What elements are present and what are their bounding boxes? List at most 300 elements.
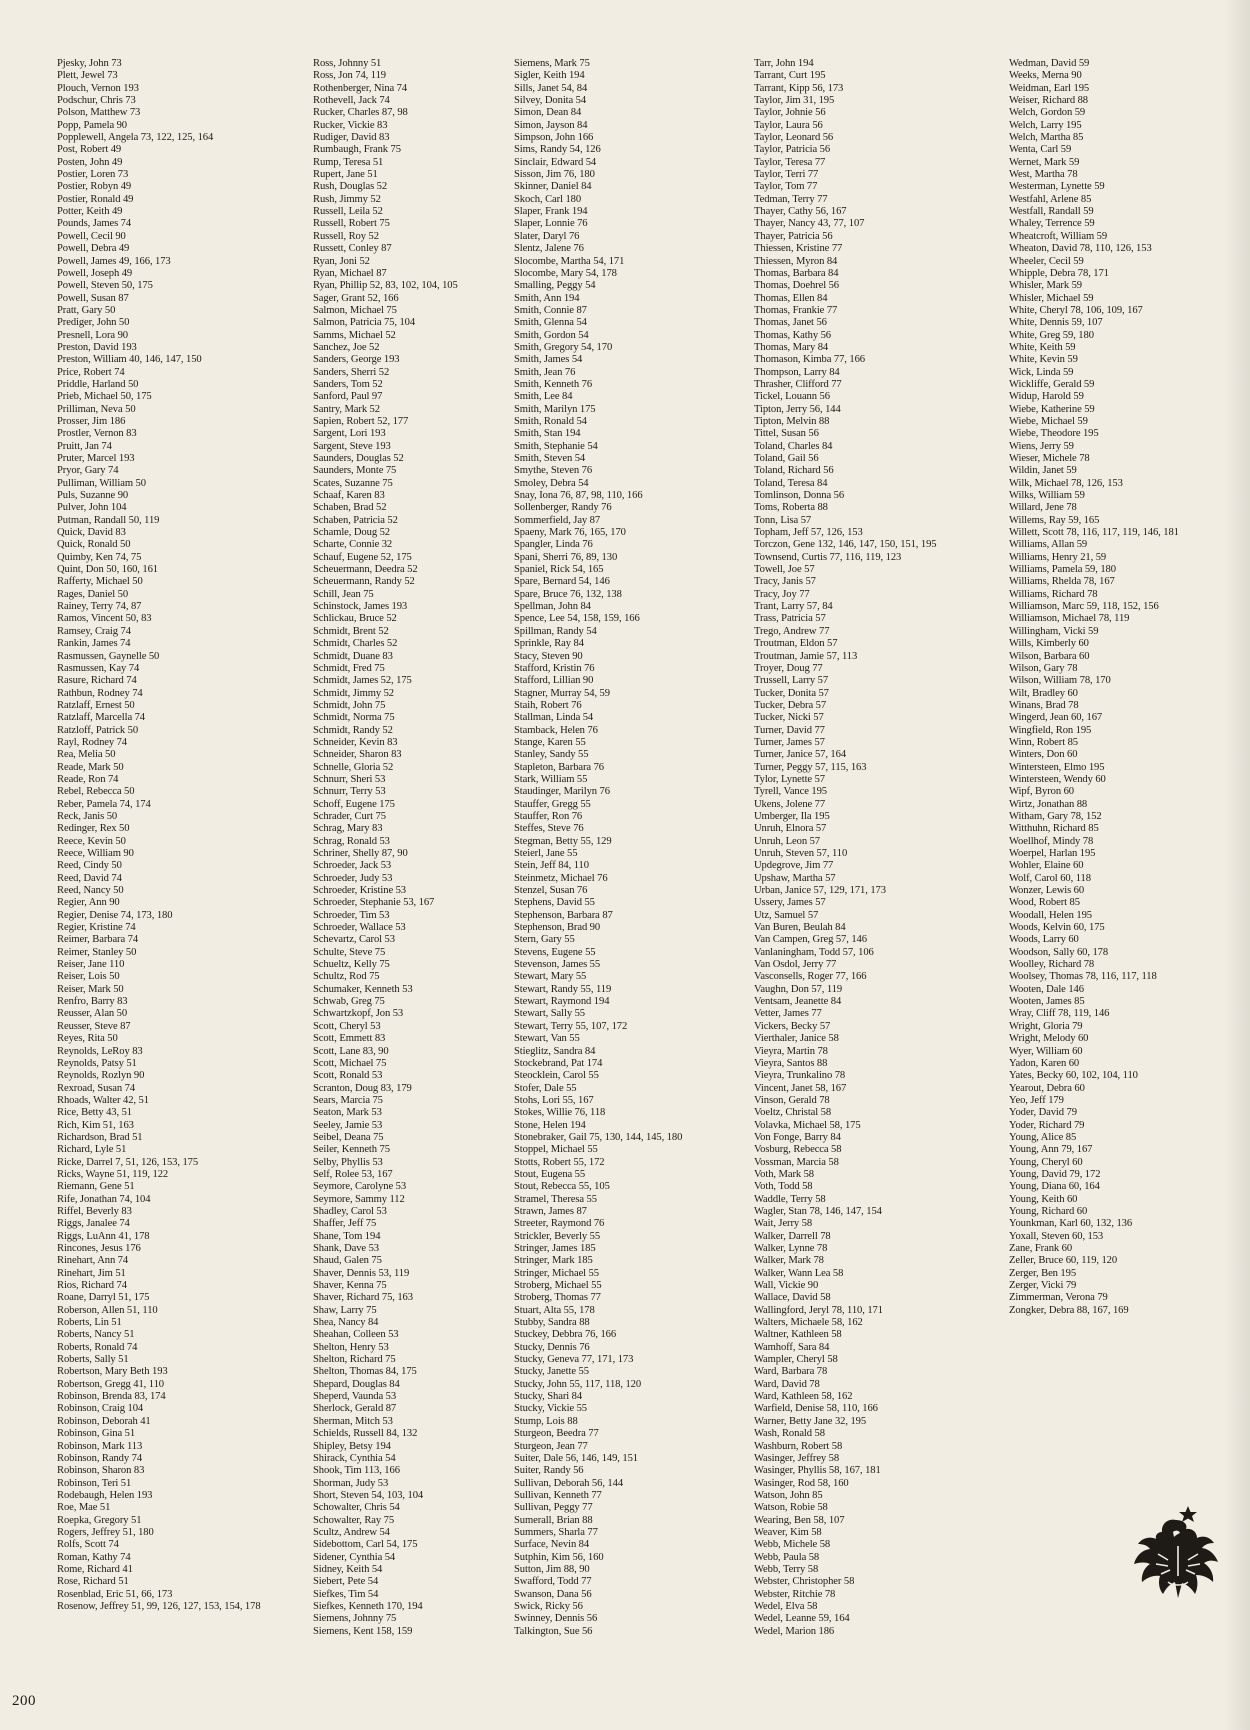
index-entry: Quick, David 83 [57, 527, 126, 539]
index-entry: Schwartzkopf, Jon 53 [313, 1008, 404, 1020]
index-entry: Preston, David 193 [57, 341, 137, 353]
index-entry: Steffes, Steve 76 [514, 823, 584, 835]
index-entry: Young, Diana 60, 164 [1009, 1181, 1100, 1193]
index-entry: Taylor, Laura 56 [754, 119, 823, 131]
index-entry: Schnelle, Gloria 52 [313, 761, 394, 773]
index-entry: Tyrell, Vance 195 [754, 786, 827, 798]
index-entry: Reynolds, LeRoy 83 [57, 1045, 143, 1057]
index-entry: Tomlinson, Donna 56 [754, 490, 845, 502]
index-entry: Spangler, Linda 76 [514, 539, 593, 551]
index-entry: Streeter, Raymond 76 [514, 1218, 605, 1230]
index-entry: Smith, Marilyn 175 [514, 403, 596, 415]
index-entry: Shaver, Richard 75, 163 [313, 1292, 413, 1304]
index-entry: Stroberg, Michael 55 [514, 1280, 602, 1292]
index-entry: Siemens, Kent 158, 159 [313, 1625, 413, 1637]
index-entry: Vieyra, Santos 88 [754, 1057, 828, 1069]
index-entry: Schoff, Eugene 175 [313, 798, 395, 810]
index-entry: Reiser, Mark 50 [57, 983, 124, 995]
index-entry: Strawn, James 87 [514, 1205, 587, 1217]
index-entry: Vosburg, Rebecca 58 [754, 1144, 842, 1156]
index-entry: Shepard, Douglas 84 [313, 1378, 400, 1390]
index-entry: Quint, Don 50, 160, 161 [57, 564, 158, 576]
index-entry: Spare, Bernard 54, 146 [514, 576, 610, 588]
index-entry: Ward, Kathleen 58, 162 [754, 1391, 853, 1403]
index-entry: Scheuermann, Deedra 52 [313, 564, 418, 576]
index-entry: Simon, Jayson 84 [514, 119, 588, 131]
index-entry: Wiebe, Michael 59 [1009, 415, 1088, 427]
eagle-icon [1128, 1502, 1220, 1602]
index-entry: Sisson, Jim 76, 180 [514, 169, 595, 181]
index-entry: Wenta, Carl 59 [1009, 144, 1072, 156]
index-entry: Schmidt, Jimmy 52 [313, 687, 394, 699]
index-entry: Winters, Don 60 [1009, 749, 1078, 761]
index-entry: Tucker, Debra 57 [754, 699, 827, 711]
index-entry: Prediger, John 50 [57, 317, 130, 329]
index-entry: Roberson, Allen 51, 110 [57, 1304, 158, 1316]
index-entry: Pulver, John 104 [57, 502, 127, 514]
index-entry: Unruh, Leon 57 [754, 835, 820, 847]
index-entry: Tedman, Terry 77 [754, 193, 828, 205]
index-entry: Woodson, Sally 60, 178 [1009, 946, 1109, 958]
index-entry: Smith, Ronald 54 [514, 415, 587, 427]
index-entry: Wedel, Leanne 59, 164 [754, 1613, 850, 1625]
index-entry: Polson, Matthew 73 [57, 107, 141, 119]
index-entry: Walker, Mark 78 [754, 1255, 824, 1267]
index-entry: Vieyra, Trunkalino 78 [754, 1070, 846, 1082]
index-entry: Wills, Kimberly 60 [1009, 638, 1089, 650]
index-entry: Woellhof, Mindy 78 [1009, 835, 1094, 847]
index-entry: Russett, Conley 87 [313, 243, 392, 255]
index-entry: Schroeder, Stephanie 53, 167 [313, 897, 435, 909]
index-entry: Toland, Teresa 84 [754, 477, 828, 489]
index-entry: Wheaton, David 78, 110, 126, 153 [1009, 243, 1152, 255]
index-entry: Smalling, Peggy 54 [514, 280, 596, 292]
index-entry: Stafford, Lillian 90 [514, 675, 594, 687]
index-entry: Weidman, Earl 195 [1009, 82, 1090, 94]
index-entry: Russell, Roy 52 [313, 230, 379, 242]
index-entry: Taylor, Leonard 56 [754, 132, 834, 144]
index-entry: Stringer, James 185 [514, 1243, 596, 1254]
index-entry: Roberts, Lin 51 [57, 1317, 122, 1329]
index-entry: Strickler, Beverly 55 [514, 1230, 601, 1242]
page-spine-shadow [1224, 0, 1250, 1730]
index-entry: Taylor, Patricia 56 [754, 144, 831, 156]
index-entry: Shea, Nancy 84 [313, 1317, 379, 1329]
index-entry: Wright, Melody 60 [1009, 1033, 1089, 1045]
index-entry: Weaver, Kim 58 [754, 1526, 822, 1538]
index-entry: Smythe, Steven 76 [514, 465, 593, 477]
index-entry: Sills, Janet 54, 84 [514, 82, 588, 94]
index-entry: Westfahl, Arlene 85 [1009, 193, 1092, 205]
index-entry: Salmon, Michael 75 [313, 304, 397, 316]
index-entry: Spare, Bruce 76, 132, 138 [514, 588, 622, 600]
index-entry: Sprinkle, Ray 84 [514, 638, 584, 650]
index-entry: Toland, Gail 56 [754, 453, 819, 464]
index-entry: Schmidt, John 75 [313, 699, 386, 711]
index-entry: Yearout, Debra 60 [1009, 1082, 1085, 1094]
index-entry: Ward, Barbara 78 [754, 1366, 828, 1378]
index-entry: Willingham, Vicki 59 [1009, 625, 1099, 637]
index-entry: Scott, Michael 75 [313, 1057, 387, 1069]
index-entry: Vinson, Gerald 78 [754, 1094, 830, 1106]
index-entry: Stange, Karen 55 [514, 736, 586, 748]
index-entry: Sherlock, Gerald 87 [313, 1403, 397, 1415]
index-entry: Robinson, Mark 113 [57, 1440, 143, 1452]
index-entry: Sheahan, Colleen 53 [313, 1329, 399, 1341]
index-entry: Westerman, Lynette 59 [1009, 181, 1105, 193]
index-entry: Webster, Christopher 58 [754, 1576, 855, 1588]
index-entry: Woodall, Helen 195 [1009, 909, 1092, 921]
index-entry: Schaben, Brad 52 [313, 502, 387, 514]
index-entry: Rice, Betty 43, 51 [57, 1107, 132, 1119]
index-entry: Woods, Larry 60 [1009, 934, 1079, 946]
index-entry: Stucky, John 55, 117, 118, 120 [514, 1378, 642, 1390]
index-entry: Warner, Betty Jane 32, 195 [754, 1415, 867, 1427]
index-entry: Postier, Robyn 49 [57, 181, 132, 193]
index-entry: Saunders, Monte 75 [313, 465, 397, 477]
index-entry: Tarrant, Kipp 56, 173 [754, 82, 844, 94]
index-entry: Shelton, Thomas 84, 175 [313, 1366, 417, 1378]
index-entry: Shane, Tom 194 [313, 1230, 381, 1242]
index-entry: Slater, Daryl 76 [514, 230, 580, 242]
index-entry: Schueltz, Kelly 75 [313, 959, 390, 971]
index-entry: Yoxall, Steven 60, 153 [1009, 1230, 1104, 1242]
index-entry: Woods, Kelvin 60, 175 [1009, 922, 1105, 934]
index-entry: Turner, Janice 57, 164 [754, 749, 847, 761]
index-entry: Sanford, Paul 97 [313, 391, 383, 403]
index-entry: Young, Keith 60 [1009, 1193, 1078, 1205]
index-entry: Westfall, Randall 59 [1009, 206, 1094, 218]
index-entry: Regier, Ann 90 [57, 897, 120, 909]
index-entry: Stamback, Helen 76 [514, 724, 598, 736]
index-entry: Wray, Cliff 78, 119, 146 [1009, 1008, 1110, 1020]
index-entry: Swinney, Dennis 56 [514, 1613, 598, 1625]
index-entry: Redinger, Rex 50 [57, 823, 130, 835]
index-entry: Thomas, Mary 84 [754, 341, 829, 353]
index-entry: Troutman, Jamie 57, 113 [754, 650, 858, 662]
index-entry: White, Kevin 59 [1009, 354, 1078, 366]
index-entry: Pruter, Marcel 193 [57, 453, 135, 464]
index-entry: Whipple, Debra 78, 171 [1009, 267, 1109, 279]
index-entry: Turner, David 77 [754, 724, 825, 736]
index-entry: Seiler, Kenneth 75 [313, 1144, 390, 1156]
index-entry: Webb, Terry 58 [754, 1563, 819, 1575]
index-entry: Stauffer, Ron 76 [514, 810, 583, 822]
index-entry: Spence, Lee 54, 158, 159, 166 [514, 613, 640, 625]
index-entry: Schevartz, Carol 53 [313, 934, 395, 946]
index-entry: Thomas, Frankie 77 [754, 304, 838, 316]
index-entry: Yoder, Richard 79 [1009, 1119, 1085, 1131]
index-entry: Sargent, Lori 193 [313, 428, 386, 440]
index-entry: Rasmussen, Kay 74 [57, 662, 140, 674]
index-entry: Schowalter, Ray 75 [313, 1514, 395, 1526]
index-entry: Prieb, Michael 50, 175 [57, 391, 152, 403]
index-entry: Wasinger, Phyllis 58, 167, 181 [754, 1465, 881, 1477]
index-entry: Stapleton, Barbara 76 [514, 761, 604, 773]
index-entry: Walker, Lynne 78 [754, 1243, 828, 1254]
index-entry: Schneider, Sharon 83 [313, 749, 402, 761]
index-entry: Winn, Robert 85 [1009, 736, 1078, 748]
index-entry: Tarrant, Curt 195 [754, 70, 826, 82]
index-entry: Trussell, Larry 57 [754, 675, 829, 687]
index-entry: Wingfield, Ron 195 [1009, 724, 1092, 736]
index-entry: Rinehart, Jim 51 [57, 1267, 126, 1279]
index-entry: Sears, Marcia 75 [313, 1094, 383, 1106]
index-entry: Tarr, John 194 [754, 58, 814, 69]
index-entry: Popplewell, Angela 73, 122, 125, 164 [57, 132, 214, 144]
index-entry: Turner, Peggy 57, 115, 163 [754, 761, 867, 773]
index-entry: Wiebe, Theodore 195 [1009, 428, 1099, 440]
index-entry: Richard, Lyle 51 [57, 1144, 127, 1156]
index-entry: White, Greg 59, 180 [1009, 329, 1094, 341]
index-entry: Reed, Nancy 50 [57, 885, 124, 897]
index-entry: Rush, Douglas 52 [313, 181, 388, 193]
index-entry: Zane, Frank 60 [1009, 1243, 1073, 1254]
index-entry: Schultz, Rod 75 [313, 971, 380, 983]
index-entry: Rich, Kim 51, 163 [57, 1119, 134, 1131]
index-entry: Stotts, Robert 55, 172 [514, 1156, 605, 1168]
index-entry: Rebel, Rebecca 50 [57, 786, 135, 798]
index-entry: Saunders, Douglas 52 [313, 453, 404, 464]
index-entry: Sutphin, Kim 56, 160 [514, 1551, 604, 1563]
index-entry: Whaley, Terrence 59 [1009, 218, 1095, 230]
index-entry: Voth, Mark 58 [754, 1168, 815, 1180]
index-entry: Robertson, Mary Beth 193 [57, 1366, 168, 1378]
index-entry: Vasconsells, Roger 77, 166 [754, 971, 867, 983]
index-entry: Schlickau, Bruce 52 [313, 613, 397, 625]
index-entry: Robinson, Teri 51 [57, 1477, 132, 1489]
index-entry: Stewart, Mary 55 [514, 971, 587, 983]
index-entry: Zerger, Vicki 79 [1009, 1280, 1077, 1292]
index-entry: Stucky, Dennis 76 [514, 1341, 590, 1353]
index-entry: Thomas, Janet 56 [754, 317, 827, 329]
index-entry: Winans, Brad 78 [1009, 699, 1079, 711]
index-entry: Thomason, Kimba 77, 166 [754, 354, 865, 366]
index-entry: Smith, Steven 54 [514, 453, 586, 464]
index-entry: Webb, Paula 58 [754, 1551, 820, 1563]
index-entry: Slaper, Frank 194 [514, 206, 588, 218]
index-entry: Wamhoff, Sara 84 [754, 1341, 830, 1353]
index-entry: Widup, Harold 59 [1009, 391, 1084, 403]
index-entry: Wolf, Carol 60, 118 [1009, 872, 1091, 884]
index-entry: Rosenblad, Eric 51, 66, 173 [57, 1588, 173, 1600]
index-entry: Rages, Daniel 50 [57, 588, 129, 600]
index-entry: Scates, Suzanne 75 [313, 477, 393, 489]
index-entry: Priddle, Harland 50 [57, 378, 139, 390]
index-entry: Ryan, Joni 52 [313, 255, 370, 267]
index-entry: Wedel, Elva 58 [754, 1600, 818, 1612]
index-entry: Wohler, Elaine 60 [1009, 860, 1084, 872]
index-entry: Wallace, David 58 [754, 1292, 831, 1304]
index-entry: Schaaf, Karen 83 [313, 490, 385, 502]
index-entry: Vanlaningham, Todd 57, 106 [754, 946, 874, 958]
index-entry: Topham, Jeff 57, 126, 153 [754, 527, 863, 539]
index-entry: Sherman, Mitch 53 [313, 1415, 393, 1427]
index-entry: Reusser, Alan 50 [57, 1008, 128, 1020]
index-entry: Upshaw, Martha 57 [754, 872, 836, 884]
index-entry: Schroeder, Kristine 53 [313, 885, 406, 897]
index-entry: Webb, Michele 58 [754, 1539, 831, 1551]
index-entry: Wampler, Cheryl 58 [754, 1354, 838, 1366]
index-entry: Pratt, Gary 50 [57, 304, 116, 316]
index-entry: Slentz, Jalene 76 [514, 243, 584, 255]
index-entry: Stein, Jeff 84, 110 [514, 860, 589, 872]
index-entry: Welch, Martha 85 [1009, 132, 1084, 144]
index-entry: Roberts, Ronald 74 [57, 1341, 138, 1353]
index-entry: Sumerall, Brian 88 [514, 1514, 593, 1526]
index-entry: Ross, Johnny 51 [313, 58, 382, 69]
index-entry: Ryan, Michael 87 [313, 267, 387, 279]
index-entry: Stuckey, Debbra 76, 166 [514, 1329, 617, 1341]
index-entry: Updegrove, Jim 77 [754, 860, 834, 872]
index-entry: Shaw, Larry 75 [313, 1304, 377, 1316]
index-entry: Scott, Emmett 83 [313, 1033, 386, 1045]
index-entry: Reimer, Barbara 74 [57, 934, 139, 946]
index-entry: Stokes, Willie 76, 118 [514, 1107, 606, 1119]
index-entry: Scharte, Connie 32 [313, 539, 393, 551]
index-entry: Wooten, James 85 [1009, 996, 1085, 1008]
index-entry: Williams, Richard 78 [1009, 588, 1098, 600]
index-entry: Prostler, Vernon 83 [57, 428, 137, 440]
index-column-2 [313, 58, 528, 1638]
index-entry: Roepka, Gregory 51 [57, 1514, 142, 1526]
index-entry: Stuart, Alta 55, 178 [514, 1304, 595, 1316]
index-entry: Troyer, Doug 77 [754, 662, 823, 674]
index-entry: Sheperd, Vaunda 53 [313, 1391, 397, 1403]
index-entry: Tonn, Lisa 57 [754, 514, 812, 526]
index-entry: Swick, Ricky 56 [514, 1600, 583, 1612]
index-entry: Powell, Cecil 90 [57, 230, 126, 242]
index-entry: Schnurr, Sheri 53 [313, 773, 386, 785]
index-entry: Rodebaugh, Helen 193 [57, 1489, 153, 1501]
index-entry: Warfield, Denise 58, 110, 166 [754, 1403, 878, 1415]
index-entry: Wait, Jerry 58 [754, 1218, 813, 1230]
index-entry: Slaper, Lonnie 76 [514, 218, 588, 230]
index-entry: Wedel, Marion 186 [754, 1625, 835, 1637]
index-entry: Voeltz, Christal 58 [754, 1107, 832, 1119]
index-entry: Sommerfield, Jay 87 [514, 514, 601, 526]
index-entry: Van Buren, Beulah 84 [754, 922, 846, 934]
index-entry: Schroeder, Jack 53 [313, 860, 392, 872]
index-entry: Stewart, Raymond 194 [514, 996, 610, 1008]
index-entry: Wonzer, Lewis 60 [1009, 885, 1085, 897]
index-entry: Wernet, Mark 59 [1009, 156, 1080, 168]
index-entry: Vetter, James 77 [754, 1008, 822, 1020]
index-entry: Wick, Linda 59 [1009, 366, 1074, 378]
index-entry: Robinson, Randy 74 [57, 1452, 143, 1464]
index-entry: Wildin, Janet 59 [1009, 465, 1077, 477]
index-entry: Thompson, Larry 84 [754, 366, 840, 378]
index-entry: Stewart, Sally 55 [514, 1008, 585, 1020]
index-entry: Thomas, Doehrel 56 [754, 280, 839, 292]
index-entry: Trant, Larry 57, 84 [754, 601, 833, 613]
index-entry: Ross, Jon 74, 119 [313, 70, 386, 82]
index-entry: Pulliman, William 50 [57, 477, 146, 489]
index-entry: Stout, Eugena 55 [514, 1168, 586, 1180]
index-entry: Rump, Teresa 51 [313, 156, 384, 168]
index-entry: Rathbun, Rodney 74 [57, 687, 143, 699]
index-entry: Stofer, Dale 55 [514, 1082, 577, 1094]
index-entry: Price, Robert 74 [57, 366, 125, 378]
index-entry: Van Campen, Greg 57, 146 [754, 934, 867, 946]
index-entry: Reusser, Steve 87 [57, 1020, 131, 1032]
index-entry: Sanders, Tom 52 [313, 378, 383, 390]
index-entry: Waddle, Terry 58 [754, 1193, 826, 1205]
index-entry: Thomas, Ellen 84 [754, 292, 828, 304]
index-entry: Stringer, Michael 55 [514, 1267, 599, 1279]
index-entry: Surface, Nevin 84 [514, 1539, 590, 1551]
index-entry: Reade, Mark 50 [57, 761, 124, 773]
index-entry: Wright, Gloria 79 [1009, 1020, 1083, 1032]
index-entry: Wickliffe, Gerald 59 [1009, 378, 1095, 390]
index-entry: Powell, Debra 49 [57, 243, 130, 255]
index-entry: Rhoads, Walter 42, 51 [57, 1094, 149, 1106]
index-entry: Roman, Kathy 74 [57, 1551, 131, 1563]
index-entry: Vierthaler, Janice 58 [754, 1033, 839, 1045]
index-entry: Weeks, Merna 90 [1009, 70, 1082, 82]
index-entry: Rucker, Charles 87, 98 [313, 107, 408, 119]
index-entry: Voth, Todd 58 [754, 1181, 813, 1193]
index-entry: Rexroad, Susan 74 [57, 1082, 136, 1094]
index-entry: Smith, Glenna 54 [514, 317, 587, 329]
index-entry: Shaver, Dennis 53, 119 [313, 1267, 410, 1279]
index-entry: Tittel, Susan 56 [754, 428, 819, 440]
index-entry: Summers, Sharla 77 [514, 1526, 598, 1538]
index-entry: Shaud, Galen 75 [313, 1255, 382, 1267]
index-entry: Selby, Phyllis 53 [313, 1156, 383, 1168]
index-entry: Schmidt, James 52, 175 [313, 675, 412, 687]
index-entry: Stevens, Eugene 55 [514, 946, 596, 958]
index-entry: Spani, Sherri 76, 89, 130 [514, 551, 618, 563]
index-entry: Woerpel, Harlan 195 [1009, 848, 1096, 859]
index-entry: Scranton, Doug 83, 179 [313, 1082, 412, 1094]
index-entry: Sargent, Steve 193 [313, 440, 391, 452]
index-entry: Ratzlaff, Ernest 50 [57, 699, 135, 711]
index-entry: Pruitt, Jan 74 [57, 440, 112, 452]
index-column-4 [754, 58, 1004, 1638]
index-entry: Stockebrand, Pat 174 [514, 1057, 603, 1069]
index-entry: Trego, Andrew 77 [754, 625, 830, 637]
index-entry: Suiter, Dale 56, 146, 149, 151 [514, 1452, 638, 1464]
index-entry: Post, Robert 49 [57, 144, 122, 156]
index-entry: Rankin, James 74 [57, 638, 131, 650]
index-entry: Sturgeon, Jean 77 [514, 1440, 588, 1452]
index-entry: Schmidt, Randy 52 [313, 724, 393, 736]
index-entry: Williamson, Marc 59, 118, 152, 156 [1009, 601, 1159, 613]
index-entry: Wyer, William 60 [1009, 1045, 1083, 1057]
index-entry: Weiser, Richard 88 [1009, 95, 1088, 107]
index-entry: Stramel, Theresa 55 [514, 1193, 597, 1205]
index-entry: Quimby, Ken 74, 75 [57, 551, 142, 563]
index-entry: Zeller, Bruce 60, 119, 120 [1009, 1255, 1118, 1267]
index-entry: Welch, Larry 195 [1009, 119, 1082, 131]
index-entry: Wieser, Michele 78 [1009, 453, 1090, 464]
index-entry: Spillman, Randy 54 [514, 625, 597, 637]
index-entry: Scott, Cheryl 53 [313, 1020, 381, 1032]
index-entry: Shipley, Betsy 194 [313, 1440, 391, 1452]
index-entry: Trass, Patricia 57 [754, 613, 826, 625]
index-entry: Walker, Darrell 78 [754, 1230, 831, 1242]
index-entry: Skinner, Daniel 84 [514, 181, 592, 193]
index-entry: Ricke, Darrel 7, 51, 126, 153, 175 [57, 1156, 199, 1168]
index-entry: Roe, Mae 51 [57, 1502, 111, 1514]
index-entry: Scott, Lane 83, 90 [313, 1045, 389, 1057]
index-entry: Turner, James 57 [754, 736, 825, 748]
index-entry: Schrader, Curt 75 [313, 810, 386, 822]
index-entry: Siemens, Johnny 75 [313, 1613, 397, 1625]
index-entry: Shaver, Kenna 75 [313, 1280, 387, 1292]
index-entry: Schowalter, Chris 54 [313, 1502, 400, 1514]
